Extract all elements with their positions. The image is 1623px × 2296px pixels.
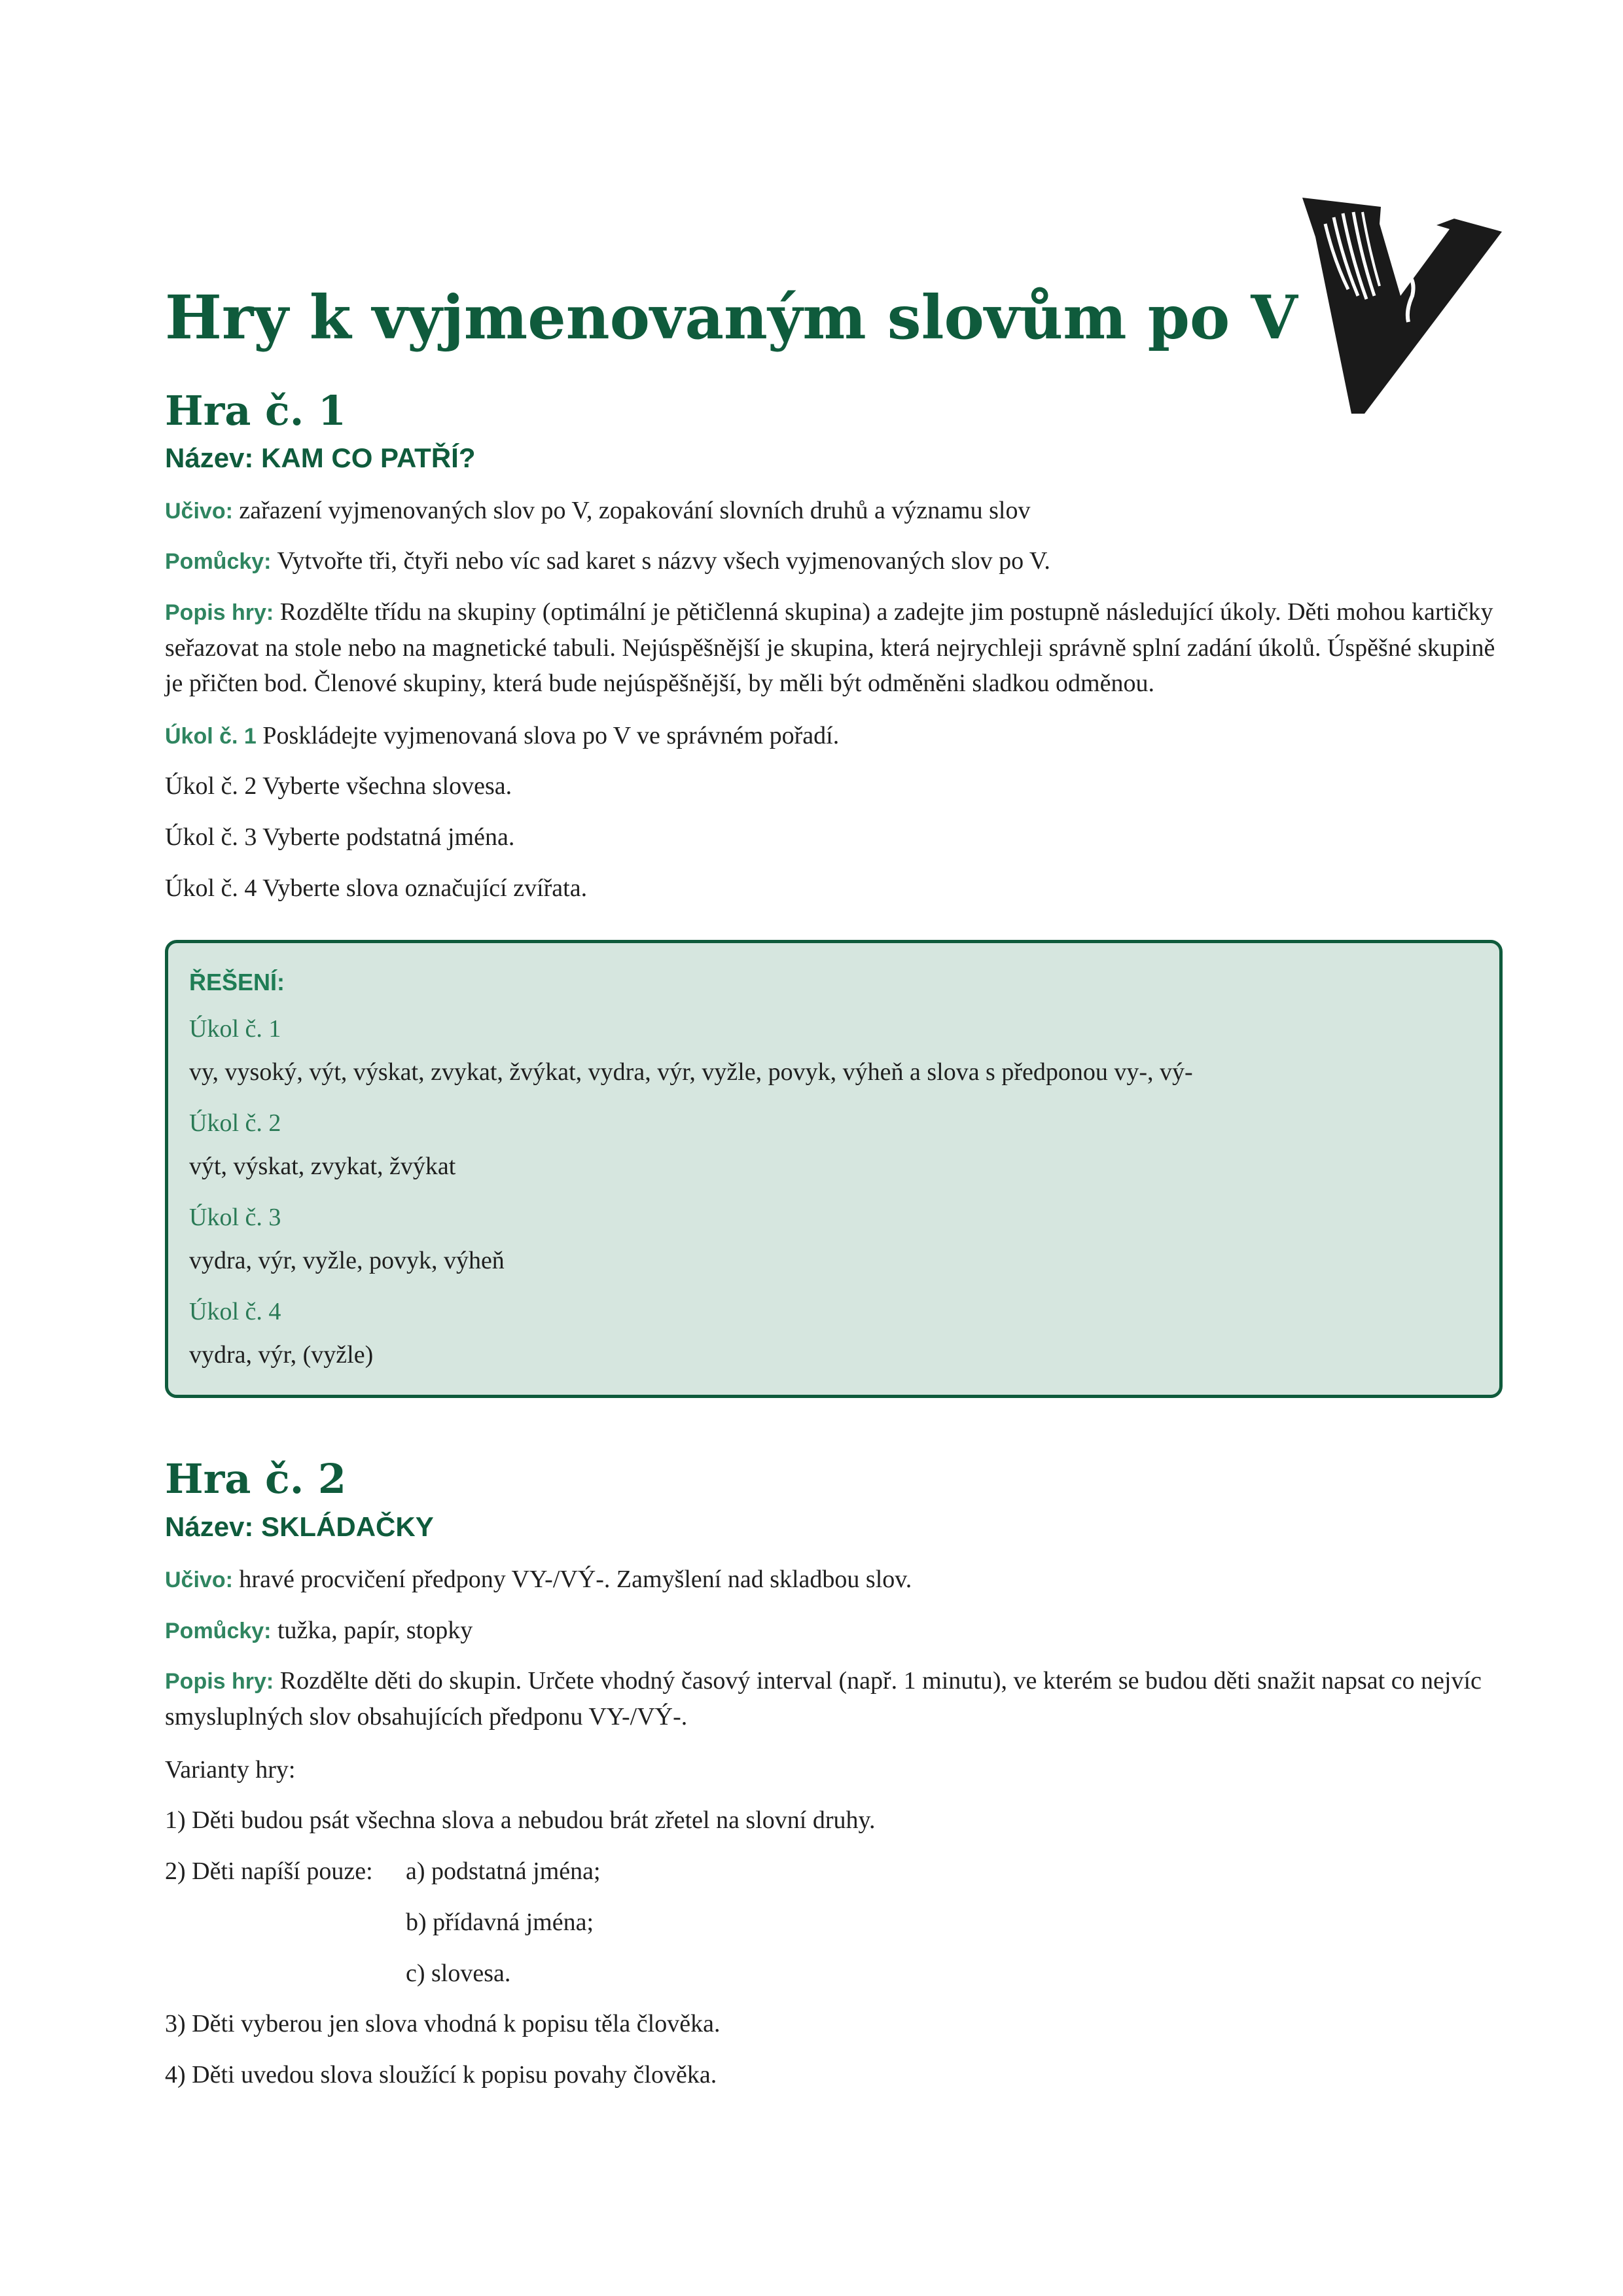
popis-text: Rozdělte děti do skupin. Určete vhodný časový interval (např. 1 minutu), ve kterém se budou děti snažit napsat co nejvíc smysluplných slov obsahujících předponu VY-/VÝ-.	[165, 1667, 1482, 1731]
game2-variant-2c: c) slovesa.	[406, 1960, 511, 1987]
game1-ucivo	[165, 493, 1508, 529]
game1-task1	[165, 718, 1508, 754]
game2-popis	[165, 1663, 1508, 1734]
game2-variant-4: 4) Děti uvedou slova sloužící k popisu povahy člověka.	[165, 2061, 717, 2089]
pomucky-text: tužka, papír, stopky	[271, 1617, 473, 1644]
task1-label: Úkol č. 1	[165, 724, 257, 749]
game1-task2: Úkol č. 2 Vyberte všechna slovesa.	[165, 772, 512, 800]
pomucky-text: Vytvořte tři, čtyři nebo víc sad karet s názvy všech vyjmenovaných slov po V.	[271, 547, 1050, 575]
game2-variants-intro: Varianty hry:	[165, 1756, 296, 1784]
game1-task4: Úkol č. 4 Vyberte slova označující zvířata.	[165, 874, 588, 902]
ucivo-text: zařazení vyjmenovaných slov po V, zopakování slovních druhů a významu slov	[232, 497, 1031, 524]
pomucky-label: Pomůcky:	[165, 1619, 272, 1643]
solution-task-label: Úkol č. 3	[189, 1204, 281, 1231]
solution-title: ŘEŠENÍ:	[189, 969, 285, 996]
task1-text: Poskládejte vyjmenovaná slova po V ve správném pořadí.	[256, 722, 840, 749]
game2-variant-2b: b) přídavná jména;	[406, 1909, 594, 1936]
solution-answer: výt, výskat, zvykat, žvýkat	[189, 1153, 456, 1180]
pomucky-label: Pomůcky:	[165, 549, 272, 574]
game2-variant-3: 3) Děti vyberou jen slova vhodná k popisu těla člověka.	[165, 2010, 721, 2037]
game2-variant-2: 2) Děti napíší pouze:	[165, 1857, 373, 1885]
game2-heading: Hra č. 2	[165, 1455, 347, 1503]
game2-pomucky	[165, 1613, 1508, 1649]
solution-answer: vydra, výr, vyžle, povyk, výheň	[189, 1247, 505, 1274]
solution-box	[165, 940, 1503, 1398]
popis-text: Rozdělte třídu na skupiny (optimální je pětičlenná skupina) a zadejte jim postupně následující úkoly. Děti mohou kartičky seřazovat na stole nebo na magnetické tabuli. Nejúspěšnější je skupina, která nejrychleji správně splní zadání úkolů. Úspěšné skupině je přičten bod. Členové skupiny, která bude nejúspěšnější, by měli být odměněni sladkou odměnou.	[165, 598, 1495, 697]
solution-task-label: Úkol č. 1	[189, 1015, 281, 1043]
game2-variant-1: 1) Děti budou psát všechna slova a nebudou brát zřetel na slovní druhy.	[165, 1806, 876, 1834]
game1-task3: Úkol č. 3 Vyberte podstatná jména.	[165, 823, 515, 851]
game2-name: Název: SKLÁDAČKY	[165, 1511, 434, 1542]
popis-label: Popis hry:	[165, 1669, 274, 1694]
ucivo-label: Učivo:	[165, 1568, 233, 1592]
solution-answer: vy, vysoký, výt, výskat, zvykat, žvýkat, vydra, výr, vyžle, povyk, výheň a slova s předponou vy-, vý-	[189, 1058, 1193, 1086]
solution-answer: vydra, výr, (vyžle)	[189, 1341, 374, 1369]
solution-task-label: Úkol č. 2	[189, 1109, 281, 1137]
ucivo-label: Učivo:	[165, 499, 233, 524]
ucivo-text: hravé procvičení předpony VY-/VÝ-. Zamyšlení nad skladbou slov.	[232, 1566, 912, 1593]
game2-ucivo	[165, 1562, 1508, 1598]
letter-v-logo-icon	[1302, 198, 1505, 414]
game2-variant-2a: a) podstatná jména;	[406, 1857, 601, 1885]
solution-task-label: Úkol č. 4	[189, 1298, 281, 1325]
page-title: Hry k vyjmenovaným slovům po V	[165, 282, 1298, 353]
game1-heading: Hra č. 1	[165, 387, 347, 435]
popis-label: Popis hry:	[165, 600, 274, 625]
game1-pomucky	[165, 543, 1508, 579]
game1-name: Název: KAM CO PATŘÍ?	[165, 442, 476, 473]
game1-popis	[165, 594, 1508, 701]
